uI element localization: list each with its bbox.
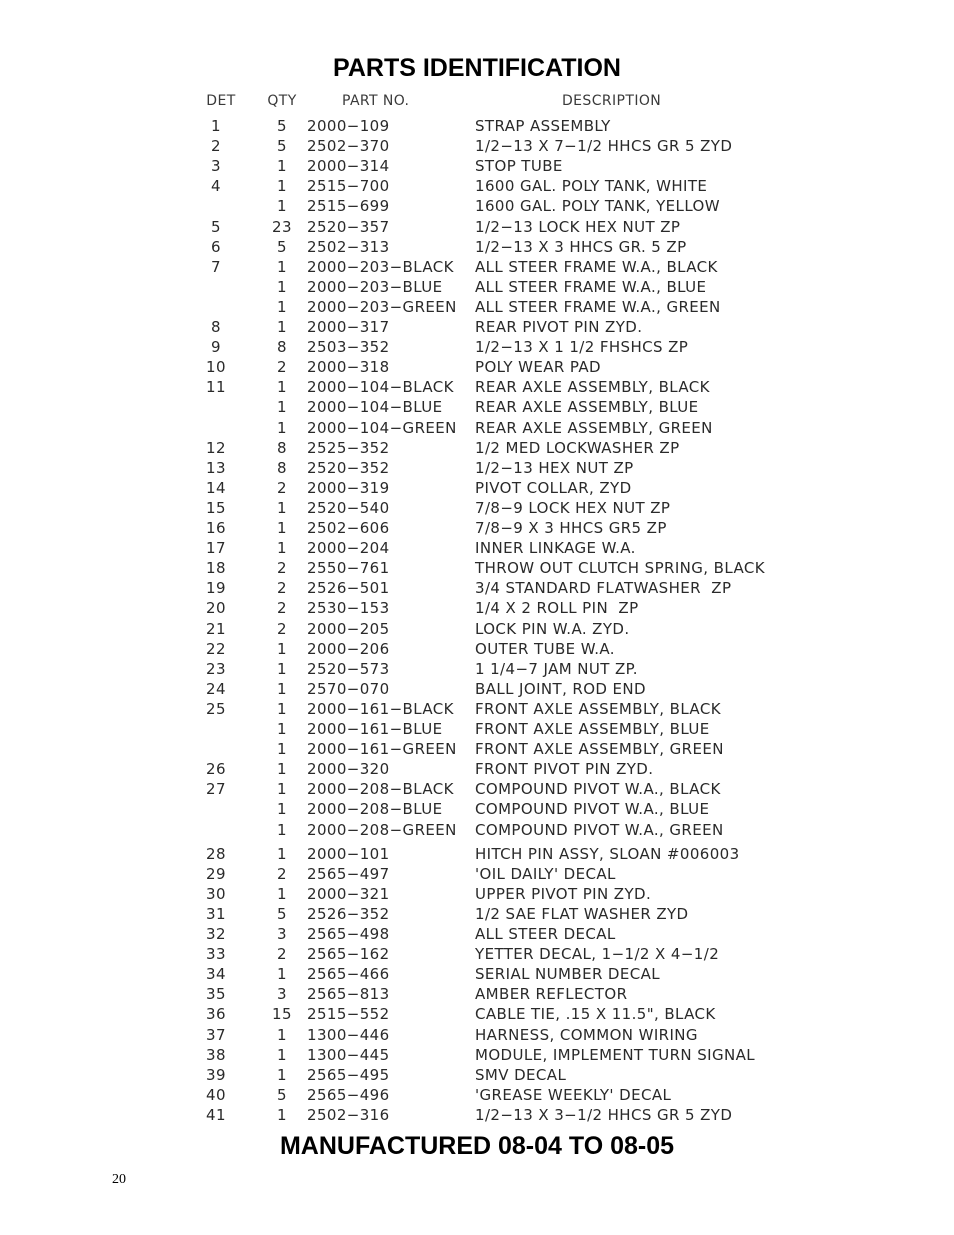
table-row <box>0 116 954 136</box>
header-qty: QTY <box>267 93 297 109</box>
description-cell: 7/8−9 LOCK HEX NUT ZP <box>475 498 671 517</box>
part-no-cell: 2000−161−BLUE <box>307 720 443 738</box>
part-no-cell: 2515−700 <box>307 177 390 196</box>
description-cell: 1/2−13 X 1 1/2 FHSHCS ZP <box>475 338 689 357</box>
table-row <box>0 759 954 779</box>
part-no-cell: 2502−313 <box>307 237 390 256</box>
qty-cell: 1 <box>277 418 287 437</box>
det-cell: 34 <box>206 965 226 984</box>
part-no-cell: 1300−445 <box>307 1045 390 1064</box>
qty-cell: 1 <box>277 820 287 839</box>
part-no-cell: 2565−466 <box>307 965 390 984</box>
description-cell: YETTER DECAL, 1−1/2 X 4−1/2 <box>475 945 720 964</box>
det-cell: 35 <box>206 985 226 1004</box>
qty-cell: 2 <box>277 579 287 598</box>
description-cell: OUTER TUBE W.A. <box>475 639 615 658</box>
qty-cell: 1 <box>277 844 287 863</box>
description-cell: 1600 GAL. POLY TANK, WHITE <box>475 177 708 196</box>
part-no-cell: 2565−497 <box>307 864 390 883</box>
part-no-cell: 2565−495 <box>307 1065 390 1084</box>
page-title: PARTS IDENTIFICATION <box>333 54 621 82</box>
det-cell: 24 <box>206 679 226 698</box>
table-row <box>0 699 954 719</box>
det-cell: 41 <box>206 1105 226 1124</box>
qty-cell: 5 <box>277 117 287 135</box>
det-cell: 18 <box>206 559 226 578</box>
qty-cell: 1 <box>277 277 287 296</box>
qty-cell: 1 <box>277 884 287 903</box>
description-cell: THROW OUT CLUTCH SPRING, BLACK <box>475 559 765 578</box>
description-cell: POLY WEAR PAD <box>475 358 602 377</box>
description-cell: REAR AXLE ASSEMBLY, BLACK <box>475 378 710 397</box>
table-row <box>0 438 954 458</box>
description-cell: 1/2 MED LOCKWASHER ZP <box>475 438 680 457</box>
table-row <box>0 984 954 1004</box>
description-cell: REAR AXLE ASSEMBLY, GREEN <box>475 418 713 437</box>
det-cell: 15 <box>206 498 226 517</box>
qty-cell: 1 <box>277 498 287 517</box>
part-no-cell: 2565−162 <box>307 945 390 964</box>
part-no-cell: 2000−203−BLACK <box>307 257 454 276</box>
description-cell: 1/2−13 X 3−1/2 HHCS GR 5 ZYD <box>475 1105 733 1124</box>
table-row <box>0 458 954 478</box>
description-cell: COMPOUND PIVOT W.A., GREEN <box>475 820 724 839</box>
table-row <box>0 1045 954 1065</box>
description-cell: 'GREASE WEEKLY' DECAL <box>475 1085 672 1104</box>
qty-cell: 1 <box>277 257 287 276</box>
det-cell: 13 <box>206 458 226 477</box>
description-cell: 7/8−9 X 3 HHCS GR5 ZP <box>475 519 667 537</box>
det-cell: 38 <box>206 1045 226 1064</box>
qty-cell: 2 <box>277 559 287 578</box>
det-cell: 29 <box>206 864 226 883</box>
part-no-cell: 2000−314 <box>307 157 390 176</box>
qty-cell: 2 <box>277 864 287 883</box>
table-row <box>0 518 954 538</box>
description-cell: AMBER REFLECTOR <box>475 985 628 1004</box>
qty-cell: 1 <box>277 519 287 537</box>
table-row <box>0 217 954 237</box>
table-row <box>0 357 954 377</box>
table-row <box>0 924 954 944</box>
part-no-cell: 2565−813 <box>307 985 390 1004</box>
table-row <box>0 538 954 558</box>
part-no-cell: 2000−104−GREEN <box>307 418 457 437</box>
description-cell: 1/2−13 X 7−1/2 HHCS GR 5 ZYD <box>475 137 733 156</box>
description-cell: FRONT AXLE ASSEMBLY, BLACK <box>475 699 721 718</box>
qty-cell: 8 <box>277 338 287 357</box>
det-cell: 39 <box>206 1065 226 1084</box>
table-row <box>0 498 954 518</box>
det-cell: 2 <box>211 137 221 156</box>
det-cell: 5 <box>211 217 221 236</box>
header-det: DET <box>206 93 236 109</box>
qty-cell: 1 <box>277 659 287 678</box>
table-row <box>0 478 954 498</box>
part-no-cell: 2570−070 <box>307 679 390 698</box>
description-cell: CABLE TIE, .15 X 11.5", BLACK <box>475 1005 716 1024</box>
table-row <box>0 659 954 679</box>
qty-cell: 2 <box>277 945 287 964</box>
part-no-cell: 2000−204 <box>307 539 390 558</box>
part-no-cell: 2530−153 <box>307 599 390 618</box>
description-cell: MODULE, IMPLEMENT TURN SIGNAL <box>475 1045 756 1064</box>
det-cell: 14 <box>206 478 226 497</box>
table-row <box>0 639 954 659</box>
description-cell: 1/2 SAE FLAT WASHER ZYD <box>475 904 689 923</box>
qty-cell: 1 <box>277 1065 287 1084</box>
det-cell: 3 <box>211 157 221 176</box>
qty-cell: 1 <box>277 699 287 718</box>
description-cell: COMPOUND PIVOT W.A., BLACK <box>475 780 721 799</box>
page-number: 20 <box>112 1172 126 1187</box>
description-cell: 1600 GAL. POLY TANK, YELLOW <box>475 197 720 216</box>
part-no-cell: 2565−498 <box>307 925 390 943</box>
table-row <box>0 156 954 176</box>
det-cell: 22 <box>206 639 226 658</box>
header-description: DESCRIPTION <box>562 93 662 109</box>
qty-cell: 1 <box>277 539 287 558</box>
table-row <box>0 864 954 884</box>
description-cell: 'OIL DAILY' DECAL <box>475 864 616 883</box>
qty-cell: 1 <box>277 740 287 759</box>
qty-cell: 8 <box>277 458 287 477</box>
table-row <box>0 196 954 216</box>
qty-cell: 2 <box>277 599 287 618</box>
det-cell: 12 <box>206 438 226 457</box>
table-row <box>0 317 954 337</box>
det-cell: 32 <box>206 925 226 943</box>
table-row <box>0 884 954 904</box>
qty-cell: 1 <box>277 639 287 658</box>
description-cell: STOP TUBE <box>475 157 563 176</box>
description-cell: 1/2−13 HEX NUT ZP <box>475 458 634 477</box>
part-no-cell: 2520−357 <box>307 217 390 236</box>
table-row <box>0 820 954 840</box>
description-cell: BALL JOINT, ROD END <box>475 679 647 698</box>
part-no-cell: 2520−352 <box>307 458 390 477</box>
qty-cell: 1 <box>277 1105 287 1124</box>
det-cell: 27 <box>206 780 226 799</box>
part-no-cell: 2000−203−BLUE <box>307 277 443 296</box>
qty-cell: 1 <box>277 1045 287 1064</box>
det-cell: 30 <box>206 884 226 903</box>
qty-cell: 1 <box>277 800 287 819</box>
description-cell: ALL STEER FRAME W.A., BLUE <box>475 277 707 296</box>
description-cell: UPPER PIVOT PIN ZYD. <box>475 884 652 903</box>
description-cell: INNER LINKAGE W.A. <box>475 539 636 558</box>
det-cell: 7 <box>211 257 221 276</box>
table-row <box>0 799 954 819</box>
det-cell: 8 <box>211 318 221 336</box>
table-row <box>0 377 954 397</box>
qty-cell: 3 <box>277 925 287 943</box>
part-no-cell: 2000−109 <box>307 117 390 135</box>
part-no-cell: 2550−761 <box>307 559 390 578</box>
part-no-cell: 2000−104−BLACK <box>307 378 454 397</box>
table-row <box>0 598 954 618</box>
manufactured-dates: MANUFACTURED 08-04 TO 08-05 <box>279 1132 675 1160</box>
table-row <box>0 619 954 639</box>
part-no-cell: 2000−161−GREEN <box>307 740 457 759</box>
description-cell: STRAP ASSEMBLY <box>475 117 611 135</box>
qty-cell: 8 <box>277 438 287 457</box>
description-cell: LOCK PIN W.A. ZYD. <box>475 619 630 638</box>
part-no-cell: 2565−496 <box>307 1085 390 1104</box>
table-row <box>0 739 954 759</box>
qty-cell: 1 <box>277 1025 287 1044</box>
description-cell: COMPOUND PIVOT W.A., BLUE <box>475 800 710 819</box>
part-no-cell: 2000−208−BLUE <box>307 800 443 819</box>
det-cell: 20 <box>206 599 226 618</box>
det-cell: 21 <box>206 619 226 638</box>
part-no-cell: 2000−321 <box>307 884 390 903</box>
part-no-cell: 2502−370 <box>307 137 390 156</box>
det-cell: 10 <box>206 358 226 377</box>
qty-cell: 5 <box>277 137 287 156</box>
det-cell: 11 <box>206 378 226 397</box>
table-row <box>0 779 954 799</box>
table-row <box>0 1004 954 1024</box>
table-row <box>0 578 954 598</box>
qty-cell: 3 <box>277 985 287 1004</box>
part-no-cell: 2000−206 <box>307 639 390 658</box>
table-row <box>0 1105 954 1125</box>
part-no-cell: 2000−208−BLACK <box>307 780 454 799</box>
det-cell: 6 <box>211 237 221 256</box>
part-no-cell: 2502−606 <box>307 519 390 537</box>
det-cell: 19 <box>206 579 226 598</box>
description-cell: ALL STEER DECAL <box>475 925 616 943</box>
part-no-cell: 2526−352 <box>307 904 390 923</box>
part-no-cell: 2000−318 <box>307 358 390 377</box>
table-row <box>0 558 954 578</box>
part-no-cell: 2000−205 <box>307 619 390 638</box>
det-cell: 33 <box>206 945 226 964</box>
part-no-cell: 2000−203−GREEN <box>307 297 457 316</box>
part-no-cell: 2000−319 <box>307 478 390 497</box>
description-cell: SERIAL NUMBER DECAL <box>475 965 661 984</box>
part-no-cell: 2515−699 <box>307 197 390 216</box>
table-row <box>0 397 954 417</box>
qty-cell: 2 <box>277 358 287 377</box>
qty-cell: 1 <box>277 318 287 336</box>
qty-cell: 1 <box>277 398 287 417</box>
description-cell: 1/2−13 LOCK HEX NUT ZP <box>475 217 681 236</box>
description-cell: FRONT PIVOT PIN ZYD. <box>475 760 654 779</box>
qty-cell: 1 <box>277 297 287 316</box>
header-part-no: PART NO. <box>342 93 410 109</box>
part-no-cell: 2503−352 <box>307 338 390 357</box>
table-row <box>0 277 954 297</box>
table-row <box>0 964 954 984</box>
table-row <box>0 136 954 156</box>
qty-cell: 2 <box>277 478 287 497</box>
table-row <box>0 679 954 699</box>
table-row <box>0 944 954 964</box>
qty-cell: 1 <box>277 965 287 984</box>
det-cell: 4 <box>211 177 221 196</box>
description-cell: HARNESS, COMMON WIRING <box>475 1025 698 1044</box>
table-row <box>0 1085 954 1105</box>
part-no-cell: 2520−540 <box>307 498 390 517</box>
table-row <box>0 297 954 317</box>
det-cell: 23 <box>206 659 226 678</box>
description-cell: PIVOT COLLAR, ZYD <box>475 478 632 497</box>
description-cell: ALL STEER FRAME W.A., BLACK <box>475 257 718 276</box>
part-no-cell: 2000−161−BLACK <box>307 699 454 718</box>
part-no-cell: 2526−501 <box>307 579 390 598</box>
qty-cell: 2 <box>277 619 287 638</box>
qty-cell: 1 <box>277 780 287 799</box>
description-cell: FRONT AXLE ASSEMBLY, GREEN <box>475 740 724 759</box>
table-row <box>0 1025 954 1045</box>
table-row <box>0 176 954 196</box>
qty-cell: 1 <box>277 679 287 698</box>
description-cell: 1/4 X 2 ROLL PIN ZP <box>475 599 639 618</box>
det-cell: 26 <box>206 760 226 779</box>
description-cell: HITCH PIN ASSY, SLOAN #006003 <box>475 844 740 863</box>
description-cell: REAR PIVOT PIN ZYD. <box>475 318 643 336</box>
part-no-cell: 2525−352 <box>307 438 390 457</box>
qty-cell: 5 <box>277 237 287 256</box>
det-cell: 25 <box>206 699 226 718</box>
description-cell: 1 1/4−7 JAM NUT ZP. <box>475 659 638 678</box>
table-row <box>0 844 954 864</box>
description-cell: REAR AXLE ASSEMBLY, BLUE <box>475 398 699 417</box>
description-cell: 1/2−13 X 3 HHCS GR. 5 ZP <box>475 237 687 256</box>
qty-cell: 1 <box>277 197 287 216</box>
part-no-cell: 2000−320 <box>307 760 390 779</box>
part-no-cell: 2000−317 <box>307 318 390 336</box>
description-cell: ALL STEER FRAME W.A., GREEN <box>475 297 721 316</box>
qty-cell: 1 <box>277 177 287 196</box>
part-no-cell: 2515−552 <box>307 1005 390 1024</box>
qty-cell: 5 <box>277 1085 287 1104</box>
det-cell: 31 <box>206 904 226 923</box>
description-cell: FRONT AXLE ASSEMBLY, BLUE <box>475 720 710 738</box>
table-row <box>0 1065 954 1085</box>
part-no-cell: 1300−446 <box>307 1025 390 1044</box>
det-cell: 40 <box>206 1085 226 1104</box>
table-row <box>0 237 954 257</box>
part-no-cell: 2000−101 <box>307 844 390 863</box>
part-no-cell: 2000−208−GREEN <box>307 820 457 839</box>
det-cell: 28 <box>206 844 226 863</box>
qty-cell: 23 <box>272 217 292 236</box>
qty-cell: 5 <box>277 904 287 923</box>
part-no-cell: 2520−573 <box>307 659 390 678</box>
table-header <box>0 91 954 111</box>
det-cell: 1 <box>211 117 221 135</box>
det-cell: 16 <box>206 519 226 537</box>
det-cell: 9 <box>211 338 221 357</box>
table-row <box>0 257 954 277</box>
qty-cell: 1 <box>277 760 287 779</box>
description-cell: 3/4 STANDARD FLATWASHER ZP <box>475 579 732 598</box>
det-cell: 36 <box>206 1005 226 1024</box>
qty-cell: 1 <box>277 378 287 397</box>
part-no-cell: 2000−104−BLUE <box>307 398 443 417</box>
table-row <box>0 337 954 357</box>
description-cell: SMV DECAL <box>475 1065 567 1084</box>
det-cell: 17 <box>206 539 226 558</box>
table-row <box>0 719 954 739</box>
part-no-cell: 2502−316 <box>307 1105 390 1124</box>
qty-cell: 15 <box>272 1005 292 1024</box>
table-row <box>0 418 954 438</box>
det-cell: 37 <box>206 1025 226 1044</box>
table-row <box>0 904 954 924</box>
qty-cell: 1 <box>277 720 287 738</box>
qty-cell: 1 <box>277 157 287 176</box>
